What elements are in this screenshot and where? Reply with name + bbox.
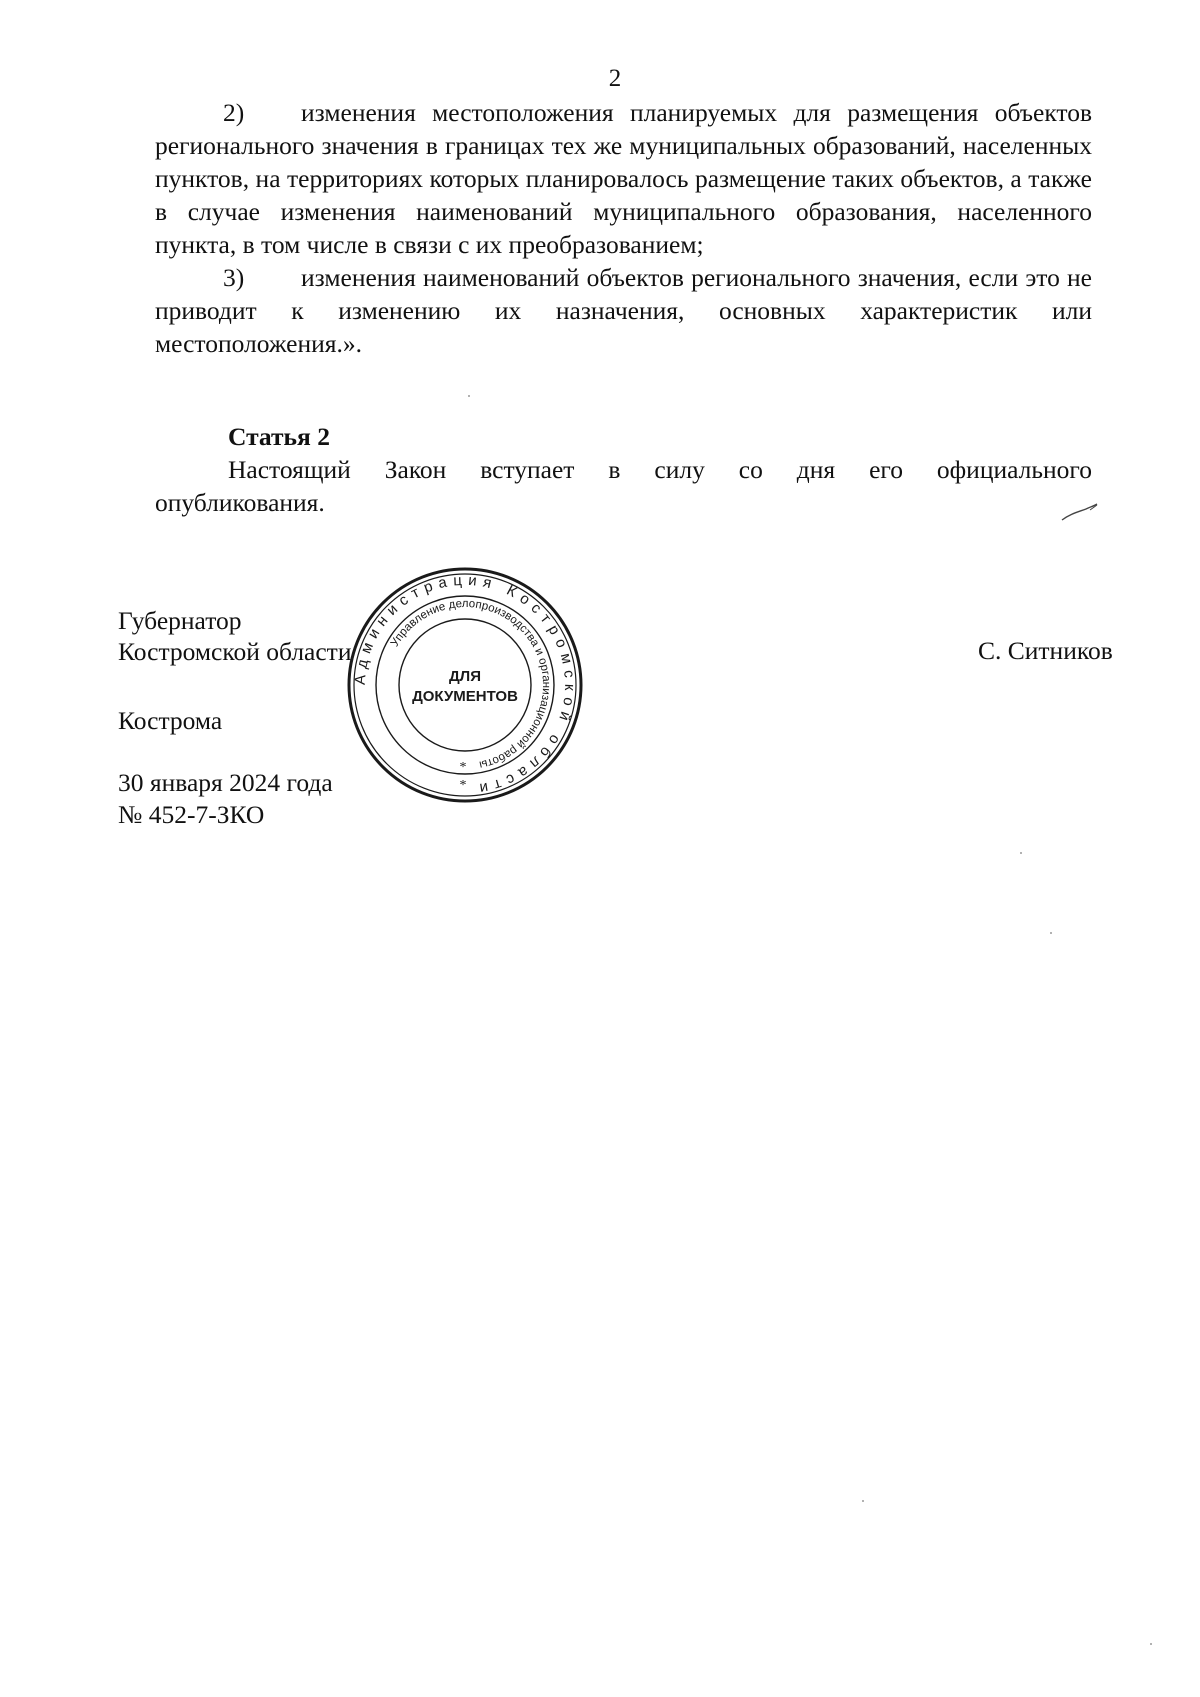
seal-center-line-1: ДЛЯ bbox=[449, 668, 481, 685]
article-1-continuation bbox=[155, 96, 1092, 360]
article-title: Статья 2 bbox=[228, 422, 330, 451]
document-date: 30 января 2024 года bbox=[118, 768, 333, 797]
scan-speck bbox=[1150, 1643, 1152, 1645]
list-item-2 bbox=[155, 96, 1092, 261]
scan-speck bbox=[1050, 932, 1052, 934]
scan-speck bbox=[468, 395, 470, 397]
date-block bbox=[118, 767, 333, 831]
document-number: № 452-7-ЗКО bbox=[118, 800, 265, 829]
page-number: 2 bbox=[608, 65, 622, 92]
scan-speck bbox=[1020, 852, 1022, 854]
seal-star-icon: * bbox=[459, 778, 467, 793]
list-item-text: изменения местоположения планируемых для размещения объектов регионального значения в границах тех же муниципальных образований, населенных пунктов, на территориях которых планировалось размещение таких объектов, а также в случае изменения наименований муниципального образования, населенного пункта, в том числе в связи с их преобразованием; bbox=[155, 98, 1092, 259]
seal-center-line-2: ДОКУМЕНТОВ bbox=[412, 688, 518, 705]
position-line-1: Губернатор bbox=[118, 606, 242, 635]
list-item-number: 2) bbox=[223, 98, 245, 127]
position-line-2: Костромской области bbox=[118, 637, 352, 666]
article-text: Настоящий Закон вступает в силу со дня его официального опубликования. bbox=[155, 455, 1092, 517]
list-item-number: 3) bbox=[223, 263, 245, 292]
list-item-3 bbox=[155, 261, 1092, 360]
signatory-name: С. Ситников bbox=[978, 636, 1113, 665]
list-item-text: изменения наименований объектов регионального значения, если это не приводит к изменению их назначения, основных характеристик или местоположения.». bbox=[155, 263, 1092, 358]
seal-outer-text-path: Администрация Костромской области bbox=[351, 571, 579, 798]
signatory-position bbox=[118, 605, 351, 667]
seal-inner-text-path: Управление делопроизводства и организационной работы bbox=[388, 597, 553, 771]
seal-star-icon: * bbox=[459, 760, 467, 775]
city: Кострома bbox=[118, 706, 223, 735]
official-seal-stamp bbox=[345, 565, 585, 805]
article-2 bbox=[155, 420, 1092, 519]
scan-speck bbox=[862, 1500, 864, 1502]
ink-mark bbox=[1060, 502, 1100, 524]
